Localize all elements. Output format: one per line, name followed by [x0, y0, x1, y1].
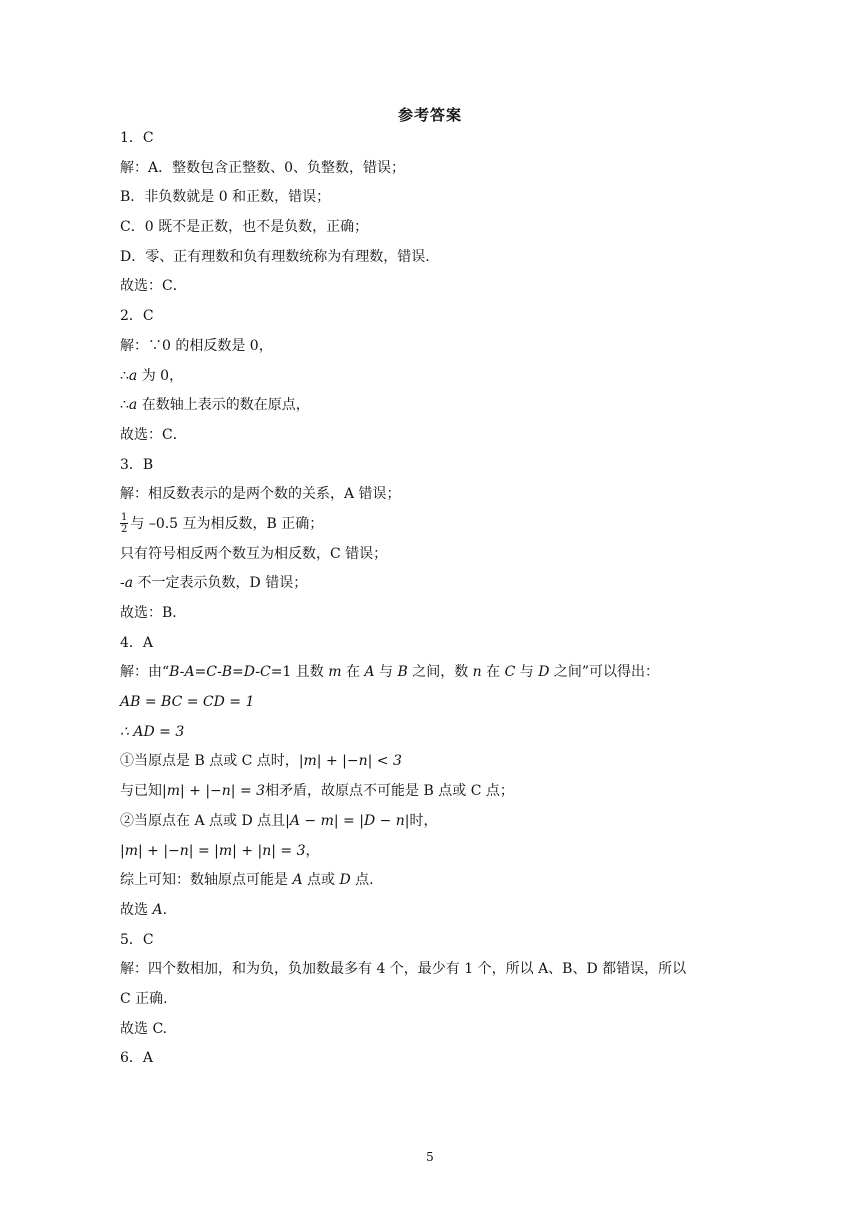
question-6-number: 6．A: [120, 1050, 154, 1067]
q5-line-2: C 正确.: [120, 990, 168, 1007]
fraction-one-half: $\frac{1}{2}$: [121, 512, 128, 536]
q4-line-6: ②当原点在 A 点或 D 点且|A − m| = |D − n|时，: [120, 812, 438, 829]
q4-line-9: 故选 A.: [120, 901, 168, 918]
q4-line-4: ①当原点是 B 点或 C 点时，|m| + |−n| < 3: [120, 753, 402, 770]
q3-line-3: 只有符号相反两个数互为相反数，C 错误；: [120, 545, 388, 562]
q4-line-2: [120, 688, 740, 718]
q3-line-2: $\frac{1}{2}$ 与 –0.5 互为相反数，B 正确；: [121, 512, 324, 536]
q1-line-2: B．非负数就是 0 和正数，错误；: [120, 189, 331, 206]
q1-line-1: 解：A．整数包含正整数、0、负整数，错误；: [120, 159, 406, 176]
q4-line-8: 综上可知：数轴原点可能是 A 点或 D 点.: [120, 872, 374, 889]
q1-line-3: C．0 既不是正数，也不是负数，正确；: [120, 219, 369, 236]
q2-line-3: ∴a 在数轴上表示的数在原点，: [120, 397, 310, 414]
q1-line-5: 故选：C．: [120, 278, 187, 295]
q4-line-3: [120, 718, 740, 748]
question-5-number: 5．C: [120, 931, 154, 948]
q2-line-1: 解：∵0 的相反数是 0，: [120, 337, 273, 354]
question-2-number: 2．C: [120, 308, 154, 325]
q3-line-4: -a 不一定表示负数，D 错误；: [120, 575, 308, 592]
page-title: 参考答案: [397, 106, 462, 124]
q2-line-2: ∴a 为 0，: [120, 367, 184, 384]
equation-ab-bc-cd: AB = BC = CD = 1: [120, 694, 255, 711]
page-number: 5: [426, 1150, 434, 1164]
q1-line-4: D．零、正有理数和负有理数统称为有理数，错误.: [120, 248, 430, 265]
q3-line-5: 故选：B．: [120, 605, 187, 621]
question-4-number: 4．A: [120, 634, 154, 651]
q5-line-1: 解：四个数相加，和为负，负加数最多有 4 个，最少有 1 个，所以 A、B、D 都错误，所以: [120, 961, 687, 978]
question-1-number: 1．C: [120, 130, 154, 146]
answer-content: [120, 124, 740, 1074]
q4-line-5: 与已知|m| + |−n| = 3相矛盾，故原点不可能是 B 点或 C 点；: [120, 783, 514, 800]
question-3-number: 3．B: [120, 456, 154, 473]
equation-ad: ∴ AD = 3: [120, 723, 185, 740]
q2-line-4: 故选：C．: [120, 426, 187, 443]
q4-line-1: 解：由“B-A=C-B=D-C=1 且数 m 在 A 与 B 之间，数 n 在 C 与 D 之间”可以得出：: [120, 664, 660, 681]
q4-line-7: |m| + |−n| = |m| + |n| = 3，: [120, 842, 320, 859]
q5-line-3: 故选 C.: [120, 1020, 168, 1037]
q3-line-1: 解：相反数表示的是两个数的关系，A 错误；: [120, 486, 401, 503]
